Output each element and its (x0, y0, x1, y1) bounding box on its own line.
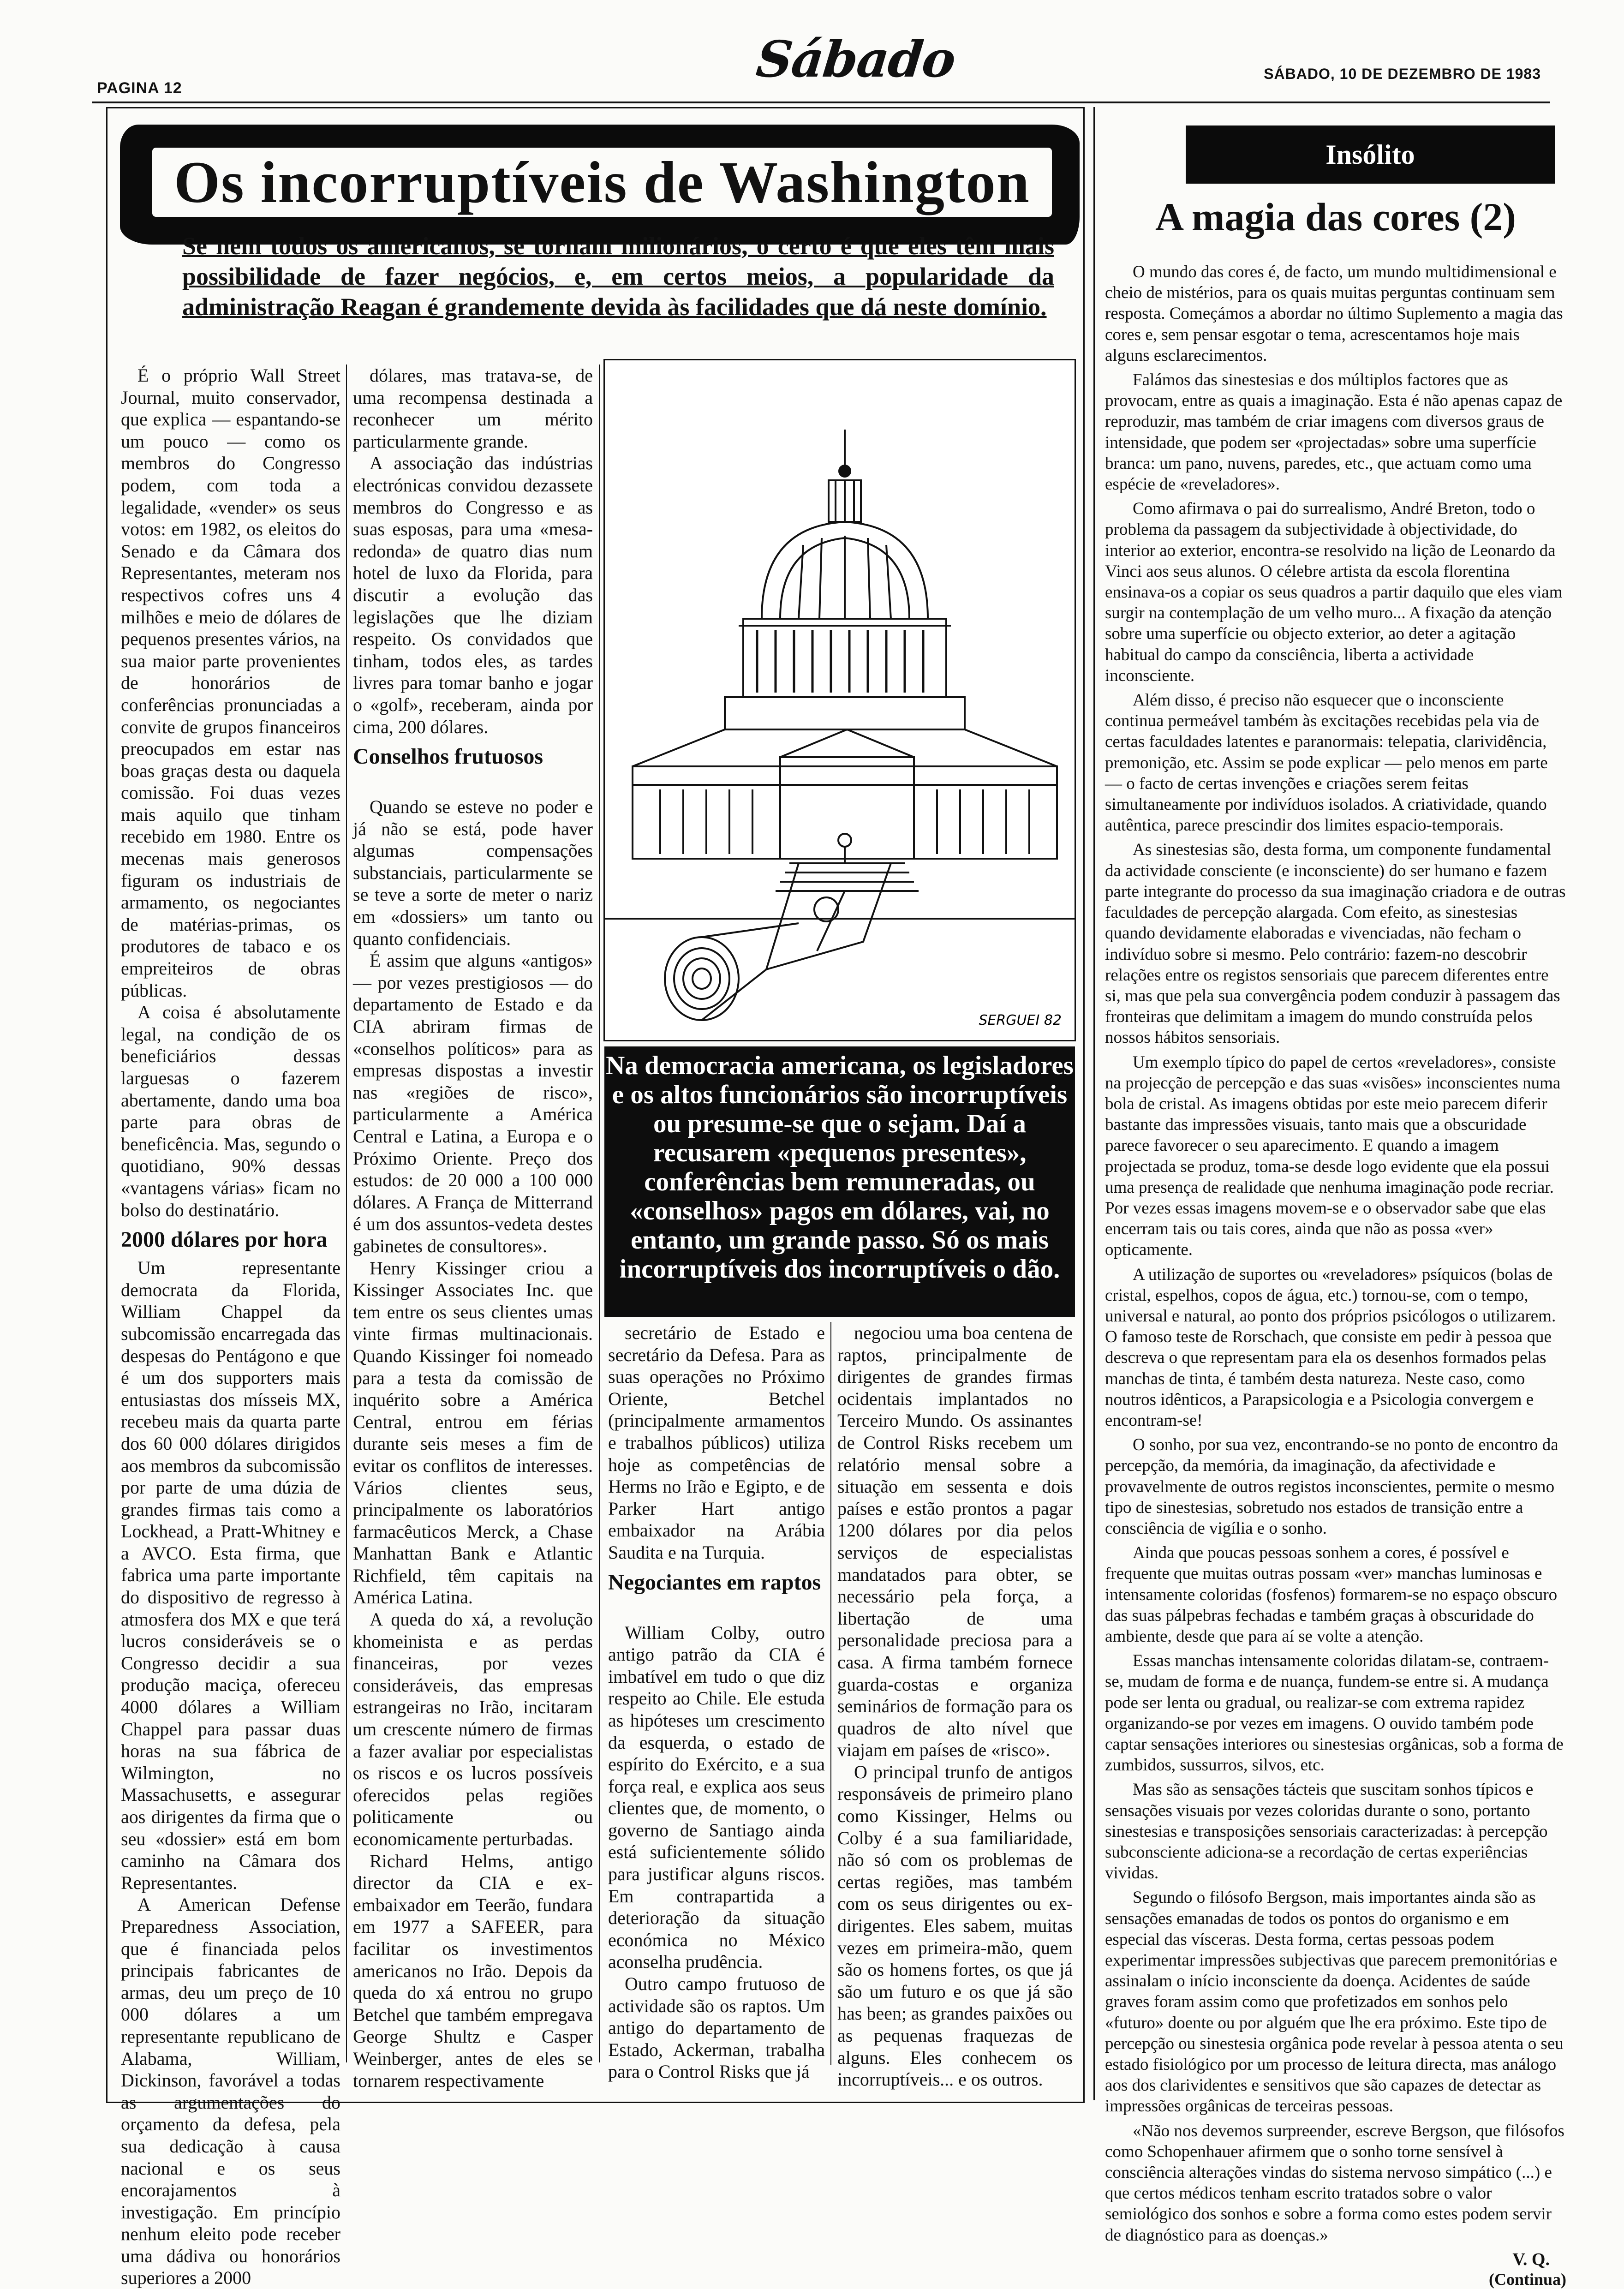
page-number: PAGINA 12 (97, 79, 182, 97)
section-rubric: Insólito (1186, 126, 1555, 184)
article-column-4 (837, 1322, 1073, 2090)
paragraph: dólares, mas tratava-se, de uma recompensa destinada a reconhecer um mérito particularmente grande. (353, 365, 593, 452)
header-rule (92, 102, 1550, 103)
column-rule (599, 365, 600, 2062)
paragraph: Essas manchas intensamente coloridas dilatam-se, contraem-se, mudam de forma e de nuança, fundem-se entre si. A mudança pode ser lenta ou gradual, ou realizar-se com extrema rapidez organizando-se por vezes em imagens. O ouvido também pode captar sensações interiores ou sinestesias orgânicas, sob a forma de zumbidos, sussurros, silvos, etc. (1105, 1651, 1564, 1775)
continued-label: (Continua) (1488, 2270, 1566, 2289)
pull-quote: Na democracia americana, os legisladores e os altos funcionários são incorruptíveis ou presume-se que o sejam. Daí a recusarem «pequenos presentes», conferências bem remuneradas, ou «conselhos» pagos em dólares, vai, no entanto, um grande passo. Só os mais incorruptíveis dos incorruptíveis o dão. (604, 1046, 1075, 1317)
cartoon-signature: SERGUEI 82 (979, 1012, 1062, 1028)
column-divider (1093, 107, 1095, 2100)
paragraph: Mas são as sensações tácteis que suscitam sonhos típicos e sensações visuais por vezes coloridas durante o sono, portanto sinestesias e transposições sensoriais caracterizadas: à percepção subconsciente adiciona-se a recordação de certas experiências vividas. (1105, 1780, 1548, 1883)
subheading: Conselhos frutuosos (353, 744, 543, 769)
paragraph: Richard Helms, antigo director da CIA e ex-embaixador em Teerão, fundara em 1977 a SAFEER, para facilitar os investimentos americanos no Irão. Depois da queda do xá entrou no grupo Betchel que também empregava George Shultz e Casper Weinberger, antes de eles se tornarem respectivamente (353, 1850, 593, 2091)
paragraph: A associação das indústrias electrónicas convidou dezassete membros do Congresso e as suas esposas, para uma «mesa-redonda» de quatro dias num hotel de luxo da Florida, para discutir a evolução das legislações que lhe diziam respeito. Os convidados que tinham, todos eles, as tardes livres para tomar banho e jogar o «golf», receberam, ainda por cima, 200 dólares. (353, 453, 593, 737)
paragraph: Segundo o filósofo Bergson, mais importantes ainda são as sensações emanadas de todos os pontos do organismo e em especial das vísceras. Desta forma, certas pessoas podem experimentar impressões subjectivas que parecem premonitórias e assinalam o início inconsciente da doença. Acidentes de saúde graves foram assim como que profetizados em sonhos pelo «futuro» doente ou por alguém que lhe era próximo. Este tipo de percepção ou sinestesia orgânica pode revelar à pessoa atenta o seu estado fisiológico por um processo de leitura directa, mas análogo aos dos clarividentes e sensitivos que são capazes de detectar as impressões orgânicas de terceiras pessoas. (1105, 1888, 1564, 2116)
paragraph: A coisa é absolutamente legal, na condição de os beneficiários dessas larguesas o fazerem abertamente, dando uma boa parte para obras de beneficência. Mas, segundo o quotidiano, 90% dessas «vantagens várias» ficam no bolso do destinatário. (121, 1002, 340, 1220)
editorial-cartoon (603, 359, 1076, 1041)
capitol-cartoon-illustration (605, 360, 1075, 1040)
paragraph: As sinestesias são, desta forma, um componente fundamental da actividade consciente (e inconsciente) do ser humano e fazem parte integrante do processo da sua imaginação criadora e de outras faculdades de percepção alargada. Com efeito, as sinestesias quando devidamente elaboradas e vivenciadas, não fecham o indivíduo sobre si mesmo. Pelo contrário: fazem-no descobrir relações entre os registos sensoriais que parecem diferentes entre si, mas que pela sua convergência podem conduzir à passagem das fronteiras que delimitam a imagem do mundo construída pelos nossos hábitos sensoriais. (1105, 840, 1566, 1047)
paragraph: William Colby, outro antigo patrão da CIA é imbatível em tudo o que diz respeito ao Chile. Ele estuda as hipóteses um crescimento da esquerda, o estado de espírito do Exército, e a sua força real, e explica aos seus clientes que, de momento, o governo de Santiago ainda está suficientemente sólido para justificar alguns riscos. Em contrapartida a deterioração da situação económica no México aconselha prudência. (608, 1622, 825, 1972)
headline-box (152, 148, 1052, 217)
paragraph: «Não nos devemos surpreender, escreve Bergson, que filósofos como Schopenhauer afirmem que o sonho torne sensível à consciência alterações vindas do sistema nervoso simpático (...) e que certos médicos tenham escrito tratados sobre o valor semiológico dos sonhos e sobre a forma como estes podem servir de diagnóstico para as doenças.» (1105, 2121, 1564, 2245)
paragraph: secretário de Estado e secretário da Defesa. Para as suas operações no Próximo Oriente, Betchel (principalmente armamentos e trabalhos públicos) utiliza hoje as competências de Herms no Irão e Egipto, e de Parker Hart antigo embaixador na Arábia Saudita e na Turquia. (608, 1322, 825, 1563)
paragraph: Um exemplo típico do papel de certos «reveladores», consiste na projecção de percepção e das suas «visões» inconscientes numa bola de cristal. As imagens obtidas por este meio parecem diferir bastante das impressões visuais, tanto mais que a obscuridade parece favorecer o seu aparecimento. E quando a imagem projectada se produz, toma-se desde logo evidente que ela possui uma presença de realidade que nenhuma imaginação pode recriar. Por vezes essas imagens movem-se e o observador sabe que elas encerram tais ou tais cores, ainda que não as possa «ver» opticamente. (1105, 1052, 1561, 1260)
paragraph: O mundo das cores é, de facto, um mundo multidimensional e cheio de mistérios, para os quais muitas perguntas continuam sem resposta. Começámos a abordar no último Suplemento a magia das cores e, sem pensar esgotar o tema, acrescentamos hoje mais alguns esclarecimentos. (1105, 263, 1563, 365)
subheading: Negociantes em raptos (608, 1570, 821, 1595)
headline: Os incorruptíveis de Washington (174, 149, 1030, 215)
paragraph: É assim que alguns «antigos» — por vezes prestigiosos — do departamento de Estado e da CIA abriram firmas de «conselhos políticos» para as empresas dispostas a investir nas «regiões de risco», particularmente a América Central e Latina, a Europa e o Próximo Oriente. Preço dos estudos: de 20 000 a 100 000 dólares. A França de Mitterrand é um dos assuntos-vedeta destes gabinetes de consultores». (353, 950, 593, 1256)
paragraph: Ainda que poucas pessoas sonhem a cores, é possível e frequente que muitas outras possam «ver» manchas luminosas e intensamente coloridas (fosfenos) formarem-se no espaço obscuro das suas pálpebras fechadas e também graças à obscuridade do ambiente, desde que para aí se volte a atenção. (1105, 1543, 1558, 1646)
article-column-3 (608, 1322, 825, 2082)
issue-date: SÁBADO, 10 DE DEZEMBRO DE 1983 (1264, 66, 1541, 82)
paragraph: negociou uma boa centena de raptos, principalmente de dirigentes de grandes firmas ocidentais implantados no Terceiro Mundo. Os assinantes de Control Risks recebem um relatório mensal sobre a situação em sessenta e dois países e estão prontos a pagar 1200 dólares por dia pelos serviços de especialistas mandatados para obter, se necessário pela força, a libertação de uma personalidade preciosa para a casa. A firma também fornece guarda-costas e organiza seminários de formação para os quadros de alto nível que viajam em países de «risco». (837, 1322, 1073, 1761)
author-signature: V. Q. (1512, 2249, 1550, 2269)
paragraph: O sonho, por sua vez, encontrando-se no ponto de encontro da percepção, da memória, da imaginação, da afectividade e provavelmente de outros registos inconscientes, permite o mesmo tipo de sinestesias, sobretudo nos estados de transição entre a consciência de vigília e o sonho. (1105, 1435, 1558, 1538)
masthead-logo: Sábado (753, 30, 958, 89)
paragraph: Como afirmava o pai do surrealismo, André Breton, todo o problema da passagem da subjectividade à objectividade, do interior ao exterior, encontra-se resolvido na lição de Leonardo da Vinci aos seus alunos. O célebre artista da escola florentina ensinava-os a copiar os seus quadros a partir daquilo que eles viam surgir na contemplação de um velho muro... A fixação da atenção sobre uma superfície ou objecto exterior, ao deter a agitação habitual do campo da consciência, liberta a actividade inconsciente. (1105, 499, 1563, 685)
side-article-body (1105, 262, 1566, 2289)
paragraph: Falámos das sinestesias e dos múltiplos factores que as provocam, entre as quais a imaginação. Esta é não apenas capaz de reproduzir, mas também de criar imagens com diversos graus de intensidade, que podem ser «projectadas» sobre uma superfície branca: um pano, nuvens, paredes, etc., que actuam como uma espécie de «reveladores». (1105, 371, 1563, 494)
paragraph: Além disso, é preciso não esquecer que o inconsciente continua permeável também às excitações recebidas pela via de certas faculdades latentes e paranormais: telepatia, clarividência, premonição, etc. Assim se pode explicar — pelo menos em parte — o facto de certas invenções e criações serem feitas simultaneamente por indivíduos isolados. A criatividade, quando autêntica, parece prescindir dos limites espacio-temporais. (1105, 691, 1548, 835)
paragraph: Henry Kissinger criou a Kissinger Associates Inc. que tem entre os seus clientes umas vinte firmas multinacionais. Quando Kissinger foi nomeado para a testa da comissão de inquérito sobre a América Central, entrou em férias durante seis meses a fim de evitar os conflitos de interesses. Vários clientes seus, principalmente os laboratórios farmacêuticos Merck, a Chase Manhattan Bank e Atlantic Richfield, têm capitais na América Latina. (353, 1257, 593, 1608)
paragraph: Um representante democrata da Florida, William Chappel da subcomissão encarregada das despesas do Pentágono e que é um dos supporters mais entusiastas dos mísseis MX, recebeu mais da quarta parte dos 60 000 dólares dirigidos aos membros da subcomissão por parte de uma dúzia de grandes firmas tais como a Lockhead, a Pratt-Whitney e a AVCO. Esta firma, que fabrica uma parte importante do dispositivo de regresso à atmosfera dos MX e que terá lucros consideráveis se o Congresso decidir a sua produção maciça, ofereceu 4000 dólares a William Chappel para passar duas horas na sua fábrica de Wilmington, no Massachusetts, e assegurar aos dirigentes da firma que o seu «dossier» está em bom caminho na Câmara dos Representantes. (121, 1257, 340, 1893)
paragraph: É o próprio Wall Street Journal, muito conservador, que explica — espantando-se um pouco — como os membros do Congresso podem, com toda a legalidade, «vender» os seus votos: em 1982, os eleitos do Senado e da Câmara dos Representantes, meteram nos respectivos cofres uns 4 milhões e meio de dólares de pequenos presentes vários, na sua maior parte provenientes de honorários de conferências pronunciadas a convite de grupos financeiros preocupados em estar nas boas graças desta ou daquela comissão. Foi duas vezes mais aquilo que tinham recebido em 1980. Entre os mecenas mais generosos figuram os industriais de armamento, os negociantes de matérias-primas, os produtores de tabaco e os empreiteiros de obras públicas. (121, 365, 340, 1001)
paragraph: A American Defense Preparedness Association, que é financiada pelos principais fabricantes de armas, deu um preço de 10 000 dólares a um representante republicano de Alabama, William, Dickinson, favorável a todas as argumentações do orçamento da defesa, pela sua dedicação à causa nacional e os seus encorajamentos à investigação. Em princípio nenhum eleito pode receber uma dádiva ou honorários superiores a 2000 (121, 1894, 340, 2289)
column-rule (830, 1322, 831, 2065)
column-rule (346, 365, 347, 2062)
paragraph: Quando se esteve no poder e já não se está, pode haver algumas compensações substanciais, particularmente se se teve a sorte de meter o nariz em «dossiers» um tanto ou quanto confidenciais. (353, 796, 593, 949)
paragraph: A utilização de suportes ou «reveladores» psíquicos (bolas de cristal, espelhos, copos de água, etc.) tornou-se, com o tempo, universal e natural, ao ponto dos próprios psicólogos o utilizarem. O famoso teste de Rorschach, que consiste em pedir à pessoa que descreva o que representam para ela os desenhos formados pelas manchas de tinta, é também desta natureza. Neste caso, como noutros idênticos, a Parapsicologia e a Psicologia convergem e encontram-se! (1105, 1265, 1556, 1430)
article-column-2 (353, 365, 593, 2091)
side-article-title: A magia das cores (2) (1155, 195, 1516, 239)
article-column-1 (121, 365, 340, 2289)
paragraph: O principal trunfo de antigos responsáveis de primeiro plano como Kissinger, Helms ou Colby é a sua familiaridade, não só com os problemas de certas regiões, mas também com os seus dirigentes ou ex-dirigentes. Eles sabem, muitas vezes em primeira-mão, quem são os homens fortes, os que já são um futuro e os que já são has been; as grandes paixões ou as pequenas fraquezas de alguns. Eles conhecem os incorruptíveis... e os outros. (837, 1761, 1073, 2090)
paragraph: Outro campo frutuoso de actividade são os raptos. Um antigo do departamento de Estado, Ackerman, trabalha para o Control Risks que já (608, 1973, 825, 2082)
paragraph: A queda do xá, a revolução khomeinista e as perdas financeiras, por vezes consideráveis, das empresas estrangeiras no Irão, incitaram um crescente número de firmas a fazer avaliar por especialistas os riscos e os lucros possíveis oferecidos pelas regiões politicamente ou economicamente perturbadas. (353, 1609, 593, 1849)
standfirst: Se nem todos os americanos, se tornam milionários, o certo é que eles têm mais possibilidade de fazer negócios, e, em certos meios, a popularidade da administração Reagan é grandemente devida às facilidades que dá neste domínio. (182, 232, 1054, 321)
subheading: 2000 dólares por hora (121, 1227, 328, 1252)
